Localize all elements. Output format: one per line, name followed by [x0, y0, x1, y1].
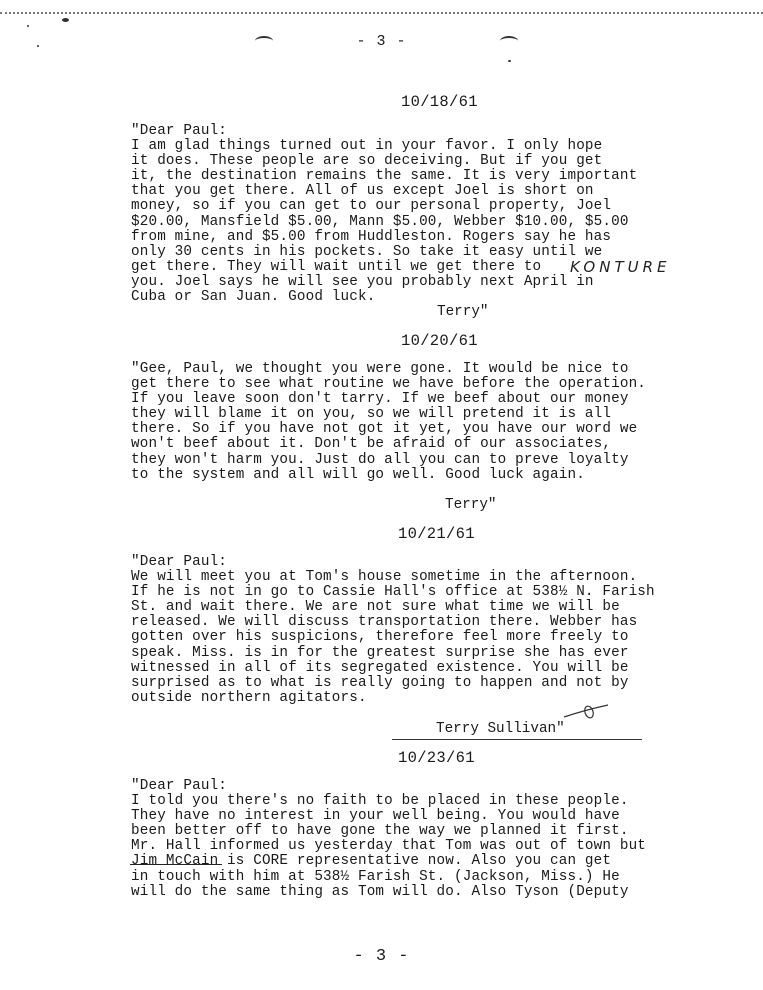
letter-date: 10/23/61	[398, 749, 475, 767]
signature-rule	[392, 739, 642, 740]
letter-line: gotten over his suspicions, therefore feel more freely to	[131, 629, 629, 646]
letter-line: been better off to have gone the way we planned it first.	[131, 823, 629, 840]
letter-line: it does. These people are so deceiving. But if you get	[131, 153, 603, 170]
handwritten-note: KONTURE	[570, 258, 671, 276]
letter-salutation: "Dear Paul:	[131, 778, 228, 794]
scan-speck	[27, 25, 29, 27]
letter-line: released. We will discuss transportation there. Webber has	[131, 614, 638, 631]
letter-line: money, so if you can get to our personal property, Joel	[131, 198, 612, 215]
letter-salutation: "Dear Paul:	[131, 123, 228, 139]
signature-scrawl	[562, 701, 612, 723]
letter-line: If you leave soon don't tarry. If we beef about our money	[131, 391, 629, 408]
page-header-number: - 3 -	[356, 33, 407, 50]
letter-line: you. Joel says he will see you probably next April in	[131, 273, 594, 290]
letter-line: Cuba or San Juan. Good luck.	[131, 289, 376, 306]
handwritten-underline	[130, 864, 222, 865]
letter-line: outside northern agitators.	[131, 689, 367, 706]
letter-body	[131, 555, 655, 706]
letter-line: get there to see what routine we have before the operation.	[131, 376, 647, 393]
letter-salutation: "Dear Paul:	[131, 554, 228, 570]
letter-line: they won't harm you. Just do all you can to preve loyalty	[131, 451, 629, 468]
header-mark	[500, 36, 518, 46]
letter-line: surprised as to what is really going to happen and not by	[131, 674, 629, 691]
letter-line: Jim McCain is CORE representative now. Also you can get	[131, 853, 612, 870]
letter-line: won't beef about it. Don't be afraid of our associates,	[131, 436, 612, 453]
letter-line: St. and wait there. We are not sure what time we will be	[131, 599, 620, 616]
letter-line: We will meet you at Tom's house sometime in the afternoon.	[131, 569, 638, 586]
letter-line: "Gee, Paul, we thought you were gone. It would be nice to	[131, 361, 629, 377]
letter-line: get there. They will wait until we get there to	[131, 258, 542, 275]
letter-date: 10/20/61	[401, 332, 478, 350]
letter-line: speak. Miss. is in for the greatest surprise she has ever	[131, 644, 629, 661]
letter-line: in touch with him at 538½ Farish St. (Jackson, Miss.) He	[131, 868, 620, 885]
letter-line: to the system and all will go well. Good luck again.	[131, 466, 585, 483]
letter-body	[131, 779, 646, 900]
letter-line: witnessed in all of its segregated existence. You will be	[131, 659, 629, 676]
letter-body	[131, 362, 646, 483]
letter-signature: Terry"	[445, 497, 497, 513]
letter-line: that you get there. All of us except Joel is short on	[131, 183, 594, 200]
letter-line: I told you there's no faith to be placed in these people.	[131, 793, 629, 810]
letter-signature: Terry"	[437, 304, 489, 320]
letter-line: Mr. Hall informed us yesterday that Tom was out of town but	[131, 838, 647, 855]
letter-body	[131, 124, 637, 305]
letter-line: I am glad things turned out in your favor. I only hope	[131, 138, 603, 155]
letter-line: They have no interest in your well being. You would have	[131, 808, 620, 825]
letter-date: 10/21/61	[398, 525, 475, 543]
letter-line: will do the same thing as Tom will do. Also Tyson (Deputy	[131, 883, 629, 900]
scan-speck	[62, 18, 69, 22]
scan-speck	[508, 60, 511, 62]
letter-line: from mine, and $5.00 from Huddleston. Rogers say he has	[131, 228, 612, 245]
letter-line: they will blame it on you, so we will pretend it is all	[131, 406, 612, 423]
letter-line: $20.00, Mansfield $5.00, Mann $5.00, Webber $10.00, $5.00	[131, 213, 629, 230]
letter-date: 10/18/61	[401, 93, 478, 111]
letter-signature: Terry Sullivan"	[436, 721, 565, 737]
letter-line: If he is not in go to Cassie Hall's office at 538½ N. Farish	[131, 584, 655, 601]
letter-line: it, the destination remains the same. It is very important	[131, 168, 638, 185]
page-top-edge	[0, 0, 763, 14]
letter-line: there. So if you have not got it yet, you have our word we	[131, 421, 638, 438]
page-footer-number: - 3 -	[353, 947, 410, 966]
letter-line: only 30 cents in his pockets. So take it easy until we	[131, 243, 603, 260]
